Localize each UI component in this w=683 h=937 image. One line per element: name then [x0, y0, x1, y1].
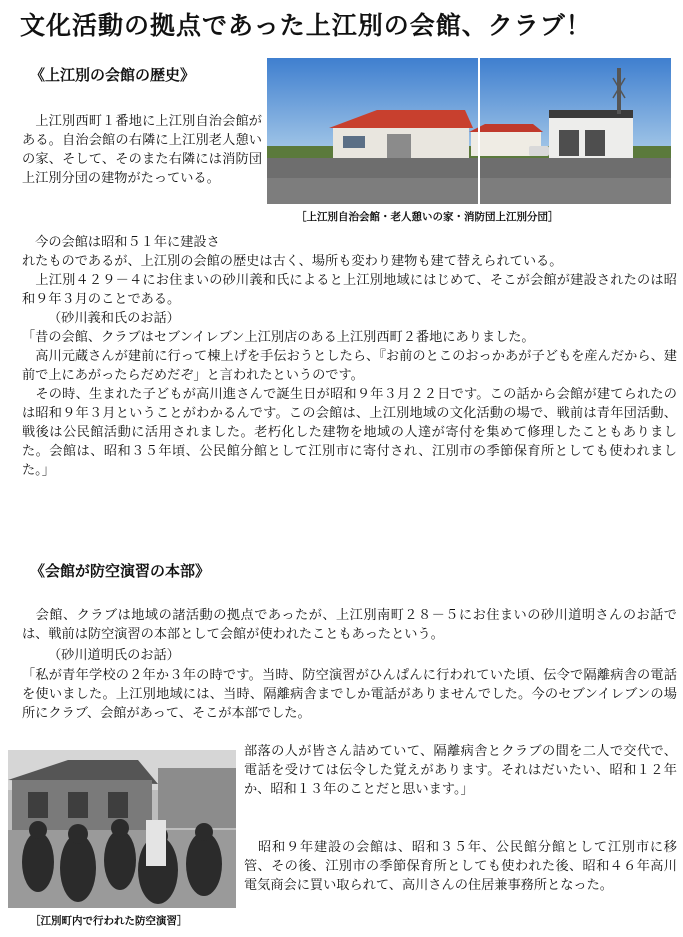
community-hall-photo-graphic — [267, 58, 671, 204]
air-defense-paragraph-end: 昭和９年建設の会館は、昭和３５年、公民館分館として江別市に移管、その後、江別市の季節保育所としても使われた後、昭和４６年高川電気商会に買い取られて、高川さんの住居兼事務所となった。 — [244, 840, 677, 893]
page-title: 文化活動の拠点であった上江別の会館、クラブ！ — [20, 11, 592, 40]
speaker-label-2: （砂川道明氏のお話） — [48, 648, 180, 663]
history-paragraph-1: 上江別西町１番地に上江別自治会館がある。自治会館の右隣に上江別老人憩いの家、そして、そのまた右隣には消防団上江別分団の建物がたっている。 — [22, 114, 262, 186]
quote-1-line: 「昔の会館、クラブはセブンイレブン上江別店のある上江別西町２番地にありました。 — [22, 330, 535, 345]
history-paragraph-2-rest: れたものであるが、上江別の会館の歴史は古く、場所も変わり建物も建て替えられている。 — [22, 254, 563, 269]
air-defense-drill-photo-graphic — [8, 750, 236, 908]
history-paragraph-3: 上江別４２９－４にお住まいの砂川義和氏によると上江別地域にはじめて、そこが会館が建設されたのは昭和９年３月のことである。 — [22, 273, 677, 307]
air-defense-drill-photo — [8, 750, 236, 908]
speaker-label-1: （砂川義和氏のお話） — [48, 311, 180, 326]
air-defense-paragraph-1: 会館、クラブは地域の諸活動の拠点であったが、上江別南町２８－５にお住まいの砂川道明さんのお話では、戦前は防空演習の本部として会館が使われたこともあったという。 — [22, 608, 677, 642]
quote-2-continued: 部落の人が皆さん詰めていて、隔離病舎とクラブの間を二人で交代で、電話を受けては伝令した覚えがあります。それはだいたい、昭和１２年か、昭和１３年のことだと思います。」 — [244, 744, 677, 797]
section-air-defense-heading: 《会館が防空演習の本部》 — [30, 562, 211, 580]
community-hall-photo-caption: ［上江別自治会館・老人憩いの家・消防団上江別分団］ — [296, 211, 559, 223]
quote-1-para-3: その時、生まれた子どもが高川進さんで誕生日が昭和９年３月２２日です。この話から会館が建てられたのは昭和９年３月ということがわかるんです。この会館は、上江別地域の文化活動の場で、戦前は青年団活動、戦後は公民館活動に活用されました。老朽化した建物を地域の人達が寄付を集めて修理したこともありました。会館は、昭和３５年頃、公民館分館として江別市に寄付され、江別市の季節保育所としても使われました。」 — [22, 387, 677, 478]
community-hall-photo — [267, 58, 671, 204]
quote-2-full-width: 「私が青年学校の２年か３年の時です。当時、防空演習がひんぱんに行われていた頃、伝令で隔離病舎の電話を使いました。上江別地域には、当時、隔離病舎までしか電話がありませんでした。今のセブンイレブンの場所にクラブ、会館があって、そこが本部でした。 — [22, 668, 677, 721]
section-history-heading: 《上江別の会館の歴史》 — [30, 66, 196, 84]
quote-1-para-2: 高川元蔵さんが建前に行って棟上げを手伝おうとしたら、『お前のとこのおっかあが子どもを産んだから、建前で上にあがったらだめだぞ」と言われたというのです。 — [22, 349, 677, 383]
air-defense-drill-photo-caption: ［江別町内で行われた防空演習］ — [30, 915, 188, 927]
history-paragraph-2-start: 今の会館は昭和５１年に建設さ — [22, 235, 220, 250]
